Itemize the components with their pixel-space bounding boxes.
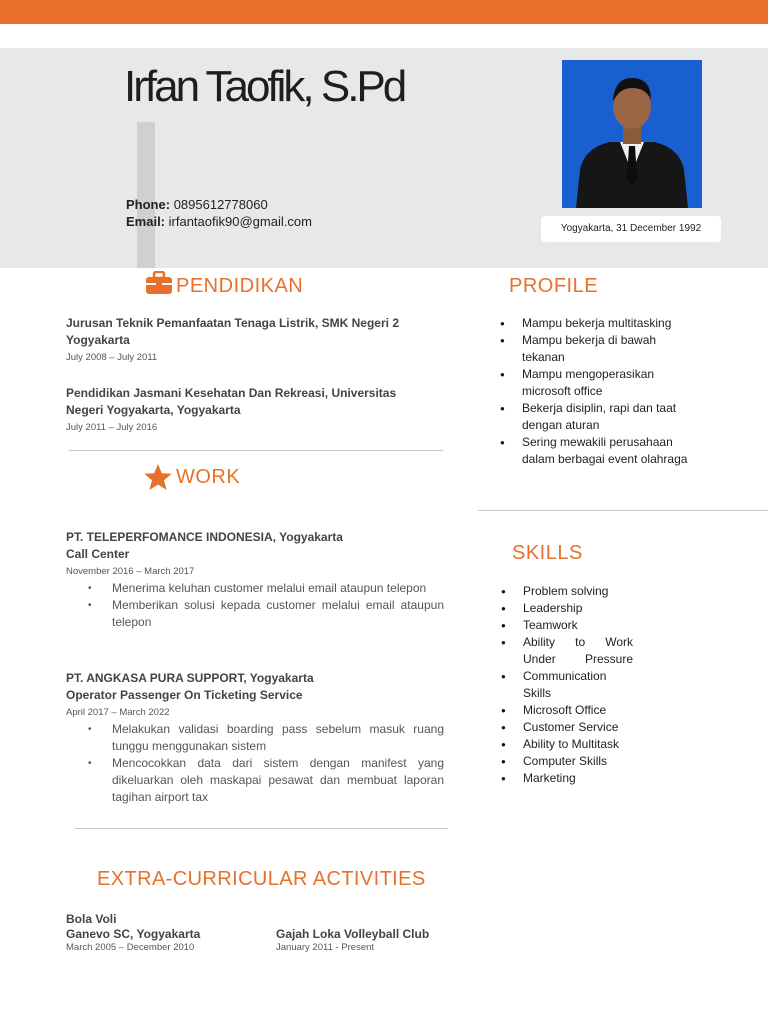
job-task: • Melakukan validasi boarding pass sebelum masuk ruang tunggu menggunakan sistem <box>88 721 444 755</box>
education-section-title: PENDIDIKAN <box>176 275 304 297</box>
phone-label: Phone: <box>126 197 171 212</box>
job-role: Operator Passenger On Ticketing Service <box>66 688 303 702</box>
profile-item: ● Mampu bekerja di bawah tekanan <box>500 332 700 366</box>
top-accent-bar <box>0 0 768 24</box>
activity-date: March 2005 – December 2010 <box>66 942 195 953</box>
skill-item: ● Ability to Multitask <box>501 736 633 753</box>
skill-item: ● Problem solving <box>501 583 633 600</box>
skill-item: ● Leadership <box>501 600 633 617</box>
birth-info: Yogyakarta, 31 December 1992 <box>541 216 721 242</box>
activity-date: January 2011 - Present <box>276 942 375 953</box>
phone-line <box>126 196 312 213</box>
header-accent-bar <box>137 122 155 268</box>
divider <box>69 450 443 451</box>
activity-club: Gajah Loka Volleyball Club <box>276 927 430 941</box>
education-school: Pendidikan Jasmani Kesehatan Dan Rekreasi, Universitas Negeri Yogyakarta, Yogyakarta <box>66 386 397 417</box>
email-label: Email: <box>126 214 166 229</box>
job-task-list <box>88 721 444 806</box>
divider <box>478 510 768 511</box>
job-task-list <box>88 580 444 631</box>
education-date: July 2011 – July 2016 <box>66 422 158 433</box>
work-section-title: WORK <box>176 466 241 488</box>
activity-entry <box>276 927 429 953</box>
profile-item: ● Bekerja disiplin, rapi dan taat dengan aturan <box>500 400 700 434</box>
job-company: PT. TELEPERFOMANCE INDONESIA, Yogyakarta <box>66 530 343 544</box>
activity-entry <box>66 912 200 953</box>
skill-item: ● Customer Service <box>501 719 633 736</box>
job-task: • Mencocokkan data dari sistem dengan manifest yang dikeluarkan oleh maskapai pesawat dan membuat laporan tagihan airport tax <box>88 755 444 806</box>
profile-section-title: PROFILE <box>509 275 599 297</box>
skills-list <box>501 583 633 787</box>
education-date: July 2008 – July 2011 <box>66 352 158 363</box>
skill-item: ● Communication Skills <box>501 668 633 702</box>
skill-item: ● Marketing <box>501 770 633 787</box>
activity-sport: Bola Voli <box>66 912 117 926</box>
skill-item: ● Computer Skills <box>501 753 633 770</box>
profile-item: ● Mampu bekerja multitasking <box>500 315 700 332</box>
job-date: April 2017 – March 2022 <box>66 707 170 718</box>
skill-item: ● Teamwork <box>501 617 633 634</box>
activity-club: Ganevo SC, Yogyakarta <box>66 927 201 941</box>
job-entry <box>66 670 444 806</box>
job-task: • Memberikan solusi kepada customer melalui email ataupun telepon <box>88 597 444 631</box>
job-date: November 2016 – March 2017 <box>66 566 195 577</box>
education-item <box>66 385 436 433</box>
phone-value: 0895612778060 <box>173 197 268 212</box>
profile-photo <box>562 60 702 208</box>
profile-photo-image <box>562 60 702 208</box>
skill-item: ● Ability to Work Under Pressure <box>501 634 633 668</box>
star-icon <box>143 463 173 496</box>
candidate-name: Irfan Taofik, S.Pd <box>124 62 405 111</box>
education-item <box>66 315 436 363</box>
education-school: Jurusan Teknik Pemanfaatan Tenaga Listrik, SMK Negeri 2 Yogyakarta <box>66 316 399 347</box>
profile-item: ● Sering mewakili perusahaan dalam berbagai event olahraga <box>500 434 700 468</box>
divider <box>75 828 448 829</box>
skill-item: ● Microsoft Office <box>501 702 633 719</box>
profile-list <box>500 315 700 468</box>
job-company: PT. ANGKASA PURA SUPPORT, Yogyakarta <box>66 671 314 685</box>
email-line <box>126 213 312 230</box>
job-entry <box>66 529 444 631</box>
contact-block <box>126 196 312 230</box>
briefcase-icon <box>145 271 173 300</box>
skills-section-title: SKILLS <box>512 542 583 564</box>
profile-item: ● Mampu mengoperasikan microsoft office <box>500 366 700 400</box>
email-value: irfantaofik90@gmail.com <box>168 214 312 229</box>
job-task: • Menerima keluhan customer melalui email ataupun telepon <box>88 580 444 597</box>
extra-section-title: EXTRA-CURRICULAR ACTIVITIES <box>97 868 426 890</box>
job-role: Call Center <box>66 547 130 561</box>
